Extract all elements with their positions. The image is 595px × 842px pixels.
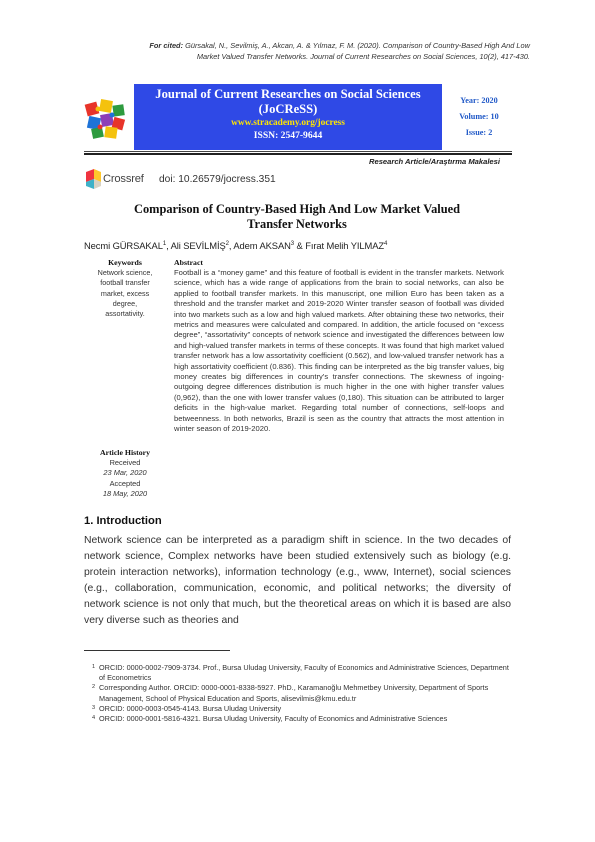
author-name: Fırat Melih YILMAZ xyxy=(305,240,384,251)
crossref-label: Crossref xyxy=(103,173,144,185)
citation-line-1 xyxy=(70,40,530,51)
footnote-number: 1 xyxy=(92,664,96,670)
received-label: Received xyxy=(109,458,141,467)
journal-logo-puzzle-icon xyxy=(82,97,128,141)
author-name: Adem AKSAN xyxy=(233,240,291,251)
doi-link[interactable]: doi: 10.26579/jocress.351 xyxy=(159,174,276,185)
crossref-logo[interactable] xyxy=(84,168,158,190)
author-list xyxy=(84,240,514,251)
author-separator: & xyxy=(294,240,306,251)
article-title-line-1: Comparison of Country-Based High And Low Market Valued xyxy=(134,202,460,216)
citation-block xyxy=(70,40,530,62)
footnote xyxy=(92,663,510,683)
abstract-heading: Abstract xyxy=(174,258,204,267)
received-date: 23 Mar, 2020 xyxy=(103,468,147,478)
keyword-line: assortativity. xyxy=(105,309,145,319)
footnote xyxy=(92,714,510,724)
introduction-heading: 1. Introduction xyxy=(84,515,162,527)
author-affiliation-marker[interactable]: 1 xyxy=(162,241,167,247)
keywords-heading: Keywords xyxy=(108,258,142,267)
header-divider-thin xyxy=(84,151,512,152)
author-affiliation-marker[interactable]: 3 xyxy=(290,241,295,247)
article-title xyxy=(100,202,494,232)
footnote xyxy=(92,683,510,703)
author-name: Necmi GÜRSAKAL xyxy=(84,240,163,251)
author-separator: , xyxy=(228,240,234,251)
author-affiliation-marker[interactable]: 4 xyxy=(383,241,388,247)
journal-issue-info xyxy=(446,84,512,150)
author-name: Ali SEVİLMİŞ xyxy=(170,240,226,251)
keywords-list xyxy=(84,268,166,319)
keyword-line: Network science, xyxy=(97,268,153,277)
abstract-text: Football is a “money game” and this feature of football is evident in the transfer markets. Network science, which has a wide range of applications from the brain to social networks, can also be applied to football transfer markets. In this manuscript, one million Euro has been taken as a threshold and the transfer market and 2019-2020 Winter transfer season of football was divided into two markets such as a low and high valued markets. After obtaining these two networks, their metrics and measures were calculated and compared. In addition, the article focused on “excess degree”, “assortativity” concepts of network science and investigated the differences between low and high-valued transfer markets in terms of these concepts. It was found that high market valued transfer network has a low assortativity coefficient (0.562), and low-valued transfer network has a high assortativity coefficient (0.836). This finding can be interpreted as the big transfer values, big money creates big differences in country's transfer connections. The skewness of ingoing-outgoing degree differences distribution is much higher in the one with higher transfer values (0,962), than the one with lower transfer values (0,180). This situation can be attributed to larger deficits in the high-value market. Regarding total number of connections, self-loops and betweenness. In both networks, Brazil is seen as the country that attracts the most attention in winter season of 2019-2020. xyxy=(174,268,504,434)
journal-website-link[interactable]: www.stracademy.org/jocress xyxy=(231,118,345,128)
journal-issn: ISSN: 2547-9644 xyxy=(253,130,323,141)
journal-title: Journal of Current Researches on Social Sciences xyxy=(155,87,421,101)
header-divider-thick xyxy=(84,153,512,155)
citation-label: For cited: xyxy=(149,41,184,50)
footnote-text: Corresponding Author. ORCID: 0000-0001-8338-5927. PhD., Karamanoğlu Mehmetbey University, Department of Sports Management, School of Physical Education and Sports, alisevilmis@kmu.edu.tr xyxy=(99,683,489,703)
footnote-text: ORCID: 0000-0003-0545-4143. Bursa Uludag University xyxy=(99,703,282,713)
footnote-number: 3 xyxy=(92,704,96,711)
keyword-line: degree, xyxy=(112,298,138,308)
footnote xyxy=(92,704,510,714)
author-affiliation-marker[interactable]: 2 xyxy=(225,241,229,247)
accepted-label: Accepted xyxy=(109,478,141,488)
journal-banner xyxy=(134,84,442,150)
footnote-text: ORCID: 0000-0002-7909-3734. Prof., Bursa Uludag University, Faculty of Economics and Administrative Sciences, Department of Econometrics xyxy=(99,663,509,683)
journal-year: Year: 2020 xyxy=(460,96,498,105)
journal-volume: Volume: 10 xyxy=(459,112,499,121)
journal-abbreviation: (JoCReSS) xyxy=(258,102,318,116)
journal-issue: Issue: 2 xyxy=(465,128,493,137)
footnote-number: 4 xyxy=(92,715,96,722)
citation-text-1: Gürsakal, N., Sevilmiş, A., Akcan, A. & Yılmaz, F. M. (2020). Comparison of Country-Based High And Low xyxy=(185,41,530,50)
footnote-text: ORCID: 0000-0001-5816-4321. Bursa Uludag University, Faculty of Economics and Administrative Sciences xyxy=(99,714,448,724)
accepted-date: 18 May, 2020 xyxy=(102,489,148,499)
footnote-divider xyxy=(84,650,230,651)
introduction-text: Network science can be interpreted as a paradigm shift in science. In the two decades of network science, Complex networks have been studied extensively such as biology (e.g. protein interaction networks), information technology (e.g., www, Internet), social sciences (e.g., collaboration, communication, economic, and political networks; the diversity of network science is not only that much, but the theoretical areas on which it is based are also very diverse such as theories and xyxy=(84,535,511,626)
footnotes xyxy=(92,663,510,724)
article-type: Research Article/Araştırma Makalesi xyxy=(369,157,500,166)
article-history-heading: Article History xyxy=(99,448,150,457)
keyword-line: football transfer xyxy=(100,278,150,288)
footnote-number: 2 xyxy=(92,684,96,691)
crossref-icon xyxy=(84,169,102,189)
author-separator: , xyxy=(166,240,171,251)
article-history xyxy=(84,458,166,500)
keyword-line: market, excess xyxy=(100,288,150,298)
article-title-line-2: Transfer Networks xyxy=(247,217,347,232)
citation-line-2: Market Valued Transfer Networks. Journal of Current Researches on Social Sciences, 10(2), 417-430. xyxy=(196,52,530,61)
